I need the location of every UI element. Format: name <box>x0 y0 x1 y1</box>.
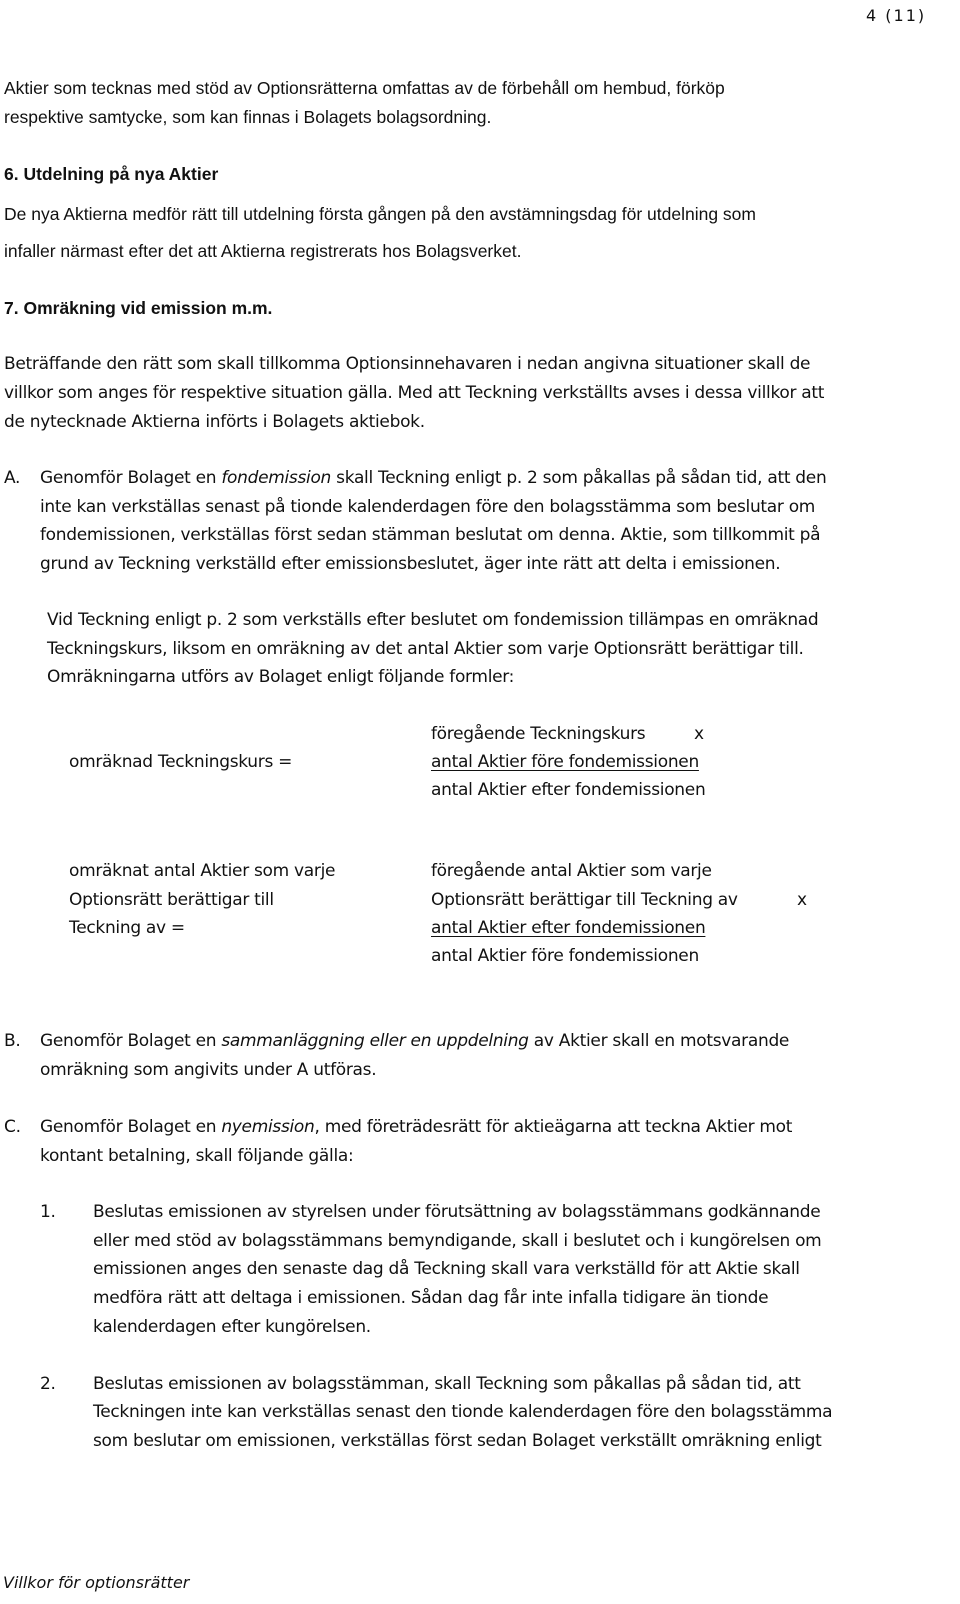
formula-2-left-1: omräknat antal Aktier som varje <box>69 861 336 881</box>
sub-1-line-5: kalenderdagen efter kungörelsen. <box>93 1317 371 1337</box>
section-7-line-2: villkor som anges för respektive situation gälla. Med att Teckning verkställts avses i dessa villkor att <box>4 383 825 403</box>
item-c-letter: C. <box>4 1117 21 1137</box>
item-a-para2-line-1: Vid Teckning enligt p. 2 som verkställs efter beslutet om fondemission tillämpas en omräknad <box>47 610 819 630</box>
formula-1-numerator-1: föregående Teckningskurs <box>431 724 646 744</box>
sub-2-line-1: Beslutas emissionen av bolagsstämman, skall Teckning som påkallas på sådan tid, att <box>93 1374 801 1394</box>
section-6-line-1: De nya Aktierna medför rätt till utdelning första gången på den avstämningsdag för utdelning som <box>4 204 756 224</box>
section-6-heading: 6. Utdelning på nya Aktier <box>4 164 219 184</box>
sub-1-line-3: emissionen anges den senaste dag då Teckning skall vara verkställd för att Aktie skall <box>93 1259 800 1279</box>
item-b-line-1: Genomför Bolaget en sammanläggning eller en uppdelning av Aktier skall en motsvarande <box>40 1031 790 1051</box>
sub-2-line-2: Teckningen inte kan verkställas senast den tionde kalenderdagen före den bolagsstämma <box>93 1402 833 1422</box>
item-a-para2-line-2: Teckningskurs, liksom en omräkning av det antal Aktier som varje Optionsrätt berättigar till. <box>47 639 804 659</box>
formula-2-numerator-1: föregående antal Aktier som varje <box>431 861 712 881</box>
sub-1-line-1: Beslutas emissionen av styrelsen under förutsättning av bolagsstämmans godkännande <box>93 1202 821 1222</box>
sub-1-number: 1. <box>40 1202 56 1222</box>
item-a-line-3: fondemissionen, verkställas först sedan stämman beslutat om denna. Aktie, som tillkommit på <box>40 525 821 545</box>
formula-1-denominator: antal Aktier efter fondemissionen <box>431 780 706 800</box>
footer-text: Villkor för optionsrätter <box>3 1573 190 1592</box>
item-b-line-2: omräkning som angivits under A utföras. <box>40 1060 377 1080</box>
formula-2-left-2: Optionsrätt berättigar till <box>69 890 274 910</box>
formula-2-times: x <box>797 890 807 910</box>
formula-2-numerator-2: Optionsrätt berättigar till Teckning av <box>431 890 738 910</box>
item-a-para2-line-3: Omräkningarna utförs av Bolaget enligt följande formler: <box>47 667 515 687</box>
sub-1-line-4: medföra rätt att deltaga i emissionen. Sådan dag får inte infalla tidigare än tionde <box>93 1288 769 1308</box>
item-a-line-2: inte kan verkställas senast på tionde kalenderdagen före den bolagsstämma som beslutar om <box>40 497 816 517</box>
formula-1-numerator-2: antal Aktier före fondemissionen <box>431 752 699 772</box>
sub-2-line-3: som beslutar om emissionen, verkställas först sedan Bolaget verkställt omräkning enligt <box>93 1431 822 1451</box>
formula-2-denominator: antal Aktier före fondemissionen <box>431 946 699 966</box>
item-c-line-2: kontant betalning, skall följande gälla: <box>40 1146 354 1166</box>
formula-2-left-3: Teckning av = <box>69 918 185 938</box>
item-b-letter: B. <box>4 1031 21 1051</box>
intro-line-2: respektive samtycke, som kan finnas i Bolagets bolagsordning. <box>4 107 492 127</box>
formula-1-times: x <box>694 724 704 744</box>
item-a-letter: A. <box>4 468 21 488</box>
item-a-line-4: grund av Teckning verkställd efter emissionsbeslutet, äger inte rätt att delta i emissionen. <box>40 554 781 574</box>
section-7-heading: 7. Omräkning vid emission m.m. <box>4 298 273 318</box>
item-c-line-1: Genomför Bolaget en nyemission, med företrädesrätt för aktieägarna att teckna Aktier mot <box>40 1117 793 1137</box>
sub-2-number: 2. <box>40 1374 56 1394</box>
formula-2-numerator-3: antal Aktier efter fondemissionen <box>431 918 706 938</box>
page-number: 4 (11) <box>866 6 927 25</box>
sub-1-line-2: eller med stöd av bolagsstämmans bemyndigande, skall i beslutet och i kungörelsen om <box>93 1231 822 1251</box>
section-7-line-3: de nytecknade Aktierna införts i Bolagets aktiebok. <box>4 412 425 432</box>
section-6-line-2: infaller närmast efter det att Aktierna registrerats hos Bolagsverket. <box>4 241 522 261</box>
formula-1-left: omräknad Teckningskurs = <box>69 752 293 772</box>
item-a-line-1: Genomför Bolaget en fondemission skall Teckning enligt p. 2 som påkallas på sådan tid, att den <box>40 468 827 488</box>
intro-line-1: Aktier som tecknas med stöd av Optionsrätterna omfattas av de förbehåll om hembud, förköp <box>4 78 725 98</box>
section-7-line-1: Beträffande den rätt som skall tillkomma Optionsinnehavaren i nedan angivna situationer skall de <box>4 354 811 374</box>
